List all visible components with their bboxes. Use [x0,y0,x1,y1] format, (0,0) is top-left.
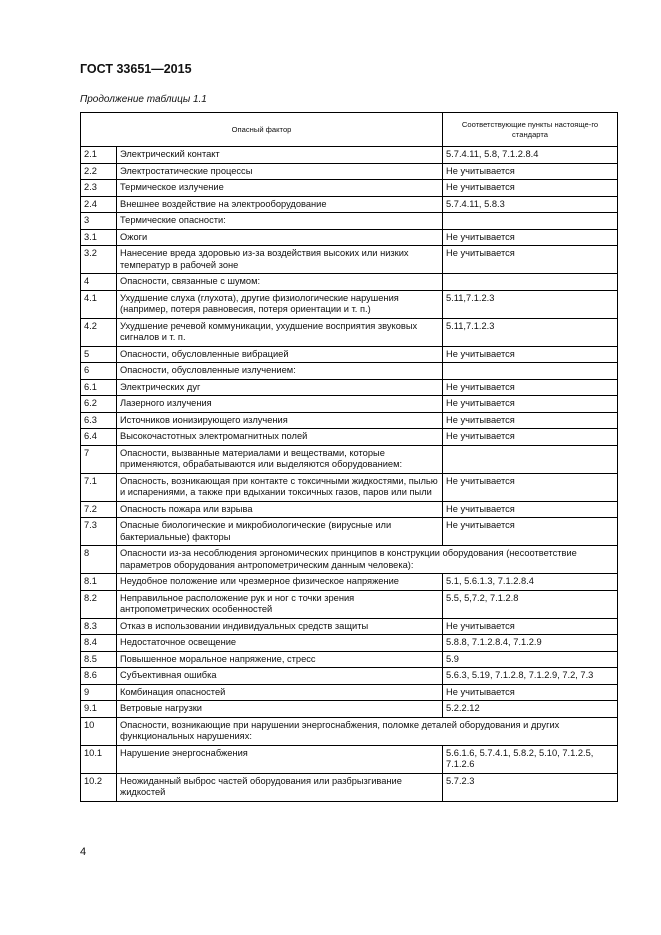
hazard-factor: Недостаточное освещение [117,635,443,652]
standard-points: Не учитывается [443,163,618,180]
standard-points: 5.6.1.6, 5.7.4.1, 5.8.2, 5.10, 7.1.2.5, 7.1.2.6 [443,745,618,773]
standard-points: Не учитывается [443,518,618,546]
hazard-factor: Опасности, возникающие при нарушении энергоснабжения, поломке деталей оборудования и других функциональных нарушениях: [117,717,618,745]
table-row [81,574,618,591]
row-number: 7 [81,445,117,473]
table-row [81,379,618,396]
row-number: 6.4 [81,429,117,446]
standard-points: Не учитывается [443,396,618,413]
row-number: 9 [81,684,117,701]
table-row [81,196,618,213]
table-row [81,412,618,429]
table-row [81,590,618,618]
standard-points: 5.6.3, 5.19, 7.1.2.8, 7.1.2.9, 7.2, 7.3 [443,668,618,685]
table-row [81,445,618,473]
row-number: 6 [81,363,117,380]
standard-points: 5.7.2.3 [443,773,618,801]
row-number: 2.2 [81,163,117,180]
header-hazard-factor: Опасный фактор [81,113,443,147]
standard-points: Не учитывается [443,684,618,701]
table-row [81,246,618,274]
row-number: 7.2 [81,501,117,518]
hazard-factor: Лазерного излучения [117,396,443,413]
row-number: 10.2 [81,773,117,801]
standard-points: Не учитывается [443,346,618,363]
row-number: 10.1 [81,745,117,773]
row-number: 8.5 [81,651,117,668]
row-number: 4.1 [81,290,117,318]
table-row [81,213,618,230]
table-row [81,229,618,246]
table-row [81,363,618,380]
row-number: 6.3 [81,412,117,429]
hazard-factor: Термические опасности: [117,213,443,230]
hazard-factor: Электрических дуг [117,379,443,396]
hazard-factor: Комбинация опасностей [117,684,443,701]
table-row [81,684,618,701]
hazard-factor: Опасность пожара или взрыва [117,501,443,518]
row-number: 8.3 [81,618,117,635]
standard-points: Не учитывается [443,229,618,246]
row-number: 8.1 [81,574,117,591]
standard-points: 5.11,7.1.2.3 [443,318,618,346]
table-row [81,396,618,413]
table-row [81,429,618,446]
hazard-factor: Опасности, обусловленные вибрацией [117,346,443,363]
table-row [81,618,618,635]
hazard-factor: Неожиданный выброс частей оборудования или разбрызгивание жидкостей [117,773,443,801]
table-row [81,518,618,546]
table-row [81,274,618,291]
row-number: 3.2 [81,246,117,274]
row-number: 4 [81,274,117,291]
standard-points: 5.7.4.11, 5.8.3 [443,196,618,213]
row-number: 3.1 [81,229,117,246]
table-row [81,668,618,685]
hazard-factor: Ветровые нагрузки [117,701,443,718]
standard-points: 5.5, 5,7.2, 7.1.2.8 [443,590,618,618]
hazard-factor: Внешнее воздействие на электрооборудование [117,196,443,213]
row-number: 7.1 [81,473,117,501]
hazard-factor: Опасности из-за несоблюдения эргономических принципов в конструкции оборудования (несоответствие параметров оборудования антропометрическим данным человека): [117,546,618,574]
row-number: 10 [81,717,117,745]
standard-points [443,213,618,230]
row-number: 8.2 [81,590,117,618]
hazard-factor: Термическое излучение [117,180,443,197]
row-number: 8.6 [81,668,117,685]
table-row [81,501,618,518]
hazard-factor: Неудобное положение или чрезмерное физическое напряжение [117,574,443,591]
table-row [81,163,618,180]
row-number: 6.2 [81,396,117,413]
standard-points [443,445,618,473]
standard-points: 5.9 [443,651,618,668]
row-number: 9.1 [81,701,117,718]
hazard-factor: Опасность, возникающая при контакте с токсичными жидкостями, пылью и испарениями, а также при вдыхании токсичных газов, паров или пыли [117,473,443,501]
row-number: 6.1 [81,379,117,396]
standard-points: Не учитывается [443,501,618,518]
hazard-factor: Нанесение вреда здоровью из-за воздействия высоких или низких температур в рабочей зоне [117,246,443,274]
table-row [81,745,618,773]
table-row [81,651,618,668]
standard-points [443,274,618,291]
hazard-factor: Электрический контакт [117,147,443,164]
table-row [81,318,618,346]
hazard-factor: Высокочастотных электромагнитных полей [117,429,443,446]
row-number: 2.4 [81,196,117,213]
table-row [81,701,618,718]
table-row [81,773,618,801]
standard-points: Не учитывается [443,246,618,274]
table-caption: Продолжение таблицы 1.1 [80,94,207,105]
standard-points: 5.11,7.1.2.3 [443,290,618,318]
table-header-row [81,113,618,147]
standard-points: Не учитывается [443,618,618,635]
document-code: ГОСТ 33651—2015 [80,62,192,76]
row-number: 7.3 [81,518,117,546]
row-number: 2.1 [81,147,117,164]
row-number: 8.4 [81,635,117,652]
table-row [81,180,618,197]
table-row [81,346,618,363]
standard-points: Не учитывается [443,473,618,501]
hazard-factor: Субъективная ошибка [117,668,443,685]
hazard-factor: Отказ в использовании индивидуальных средств защиты [117,618,443,635]
table-row [81,546,618,574]
table-row [81,473,618,501]
hazard-factor: Опасности, связанные с шумом: [117,274,443,291]
standard-points [443,363,618,380]
table-body [81,147,618,802]
page-number: 4 [80,846,87,858]
hazard-table [80,112,618,802]
hazard-factor: Опасные биологические и микробиологические (вирусные или бактериальные) факторы [117,518,443,546]
hazard-factor: Опасности, вызванные материалами и веществами, которые применяются, обрабатываются или выделяются оборудованием: [117,445,443,473]
table-row [81,717,618,745]
row-number: 4.2 [81,318,117,346]
hazard-factor: Ожоги [117,229,443,246]
table-row [81,147,618,164]
hazard-factor: Ухудшение речевой коммуникации, ухудшение восприятия звуковых сигналов и т. п. [117,318,443,346]
standard-points: 5.8.8, 7.1.2.8.4, 7.1.2.9 [443,635,618,652]
standard-points: 5.2.2.12 [443,701,618,718]
hazard-factor: Неправильное расположение рук и ног с точки зрения антропометрических особенностей [117,590,443,618]
table-row [81,290,618,318]
row-number: 8 [81,546,117,574]
standard-points: 5.1, 5.6.1.3, 7.1.2.8.4 [443,574,618,591]
hazard-factor: Повышенное моральное напряжение, стресс [117,651,443,668]
standard-points: Не учитывается [443,180,618,197]
standard-points: 5.7.4.11, 5.8, 7.1.2.8.4 [443,147,618,164]
row-number: 3 [81,213,117,230]
row-number: 5 [81,346,117,363]
row-number: 2.3 [81,180,117,197]
hazard-factor: Электростатические процессы [117,163,443,180]
standard-points: Не учитывается [443,412,618,429]
standard-points: Не учитывается [443,429,618,446]
hazard-factor: Опасности, обусловленные излучением: [117,363,443,380]
table-row [81,635,618,652]
hazard-factor: Ухудшение слуха (глухота), другие физиологические нарушения (например, потеря равновесия, потеря ориентации и т. п.) [117,290,443,318]
hazard-factor: Нарушение энергоснабжения [117,745,443,773]
standard-points: Не учитывается [443,379,618,396]
hazard-factor: Источников ионизирующего излучения [117,412,443,429]
header-standard-points: Соответствующие пункты настояще-го стандарта [443,113,618,147]
